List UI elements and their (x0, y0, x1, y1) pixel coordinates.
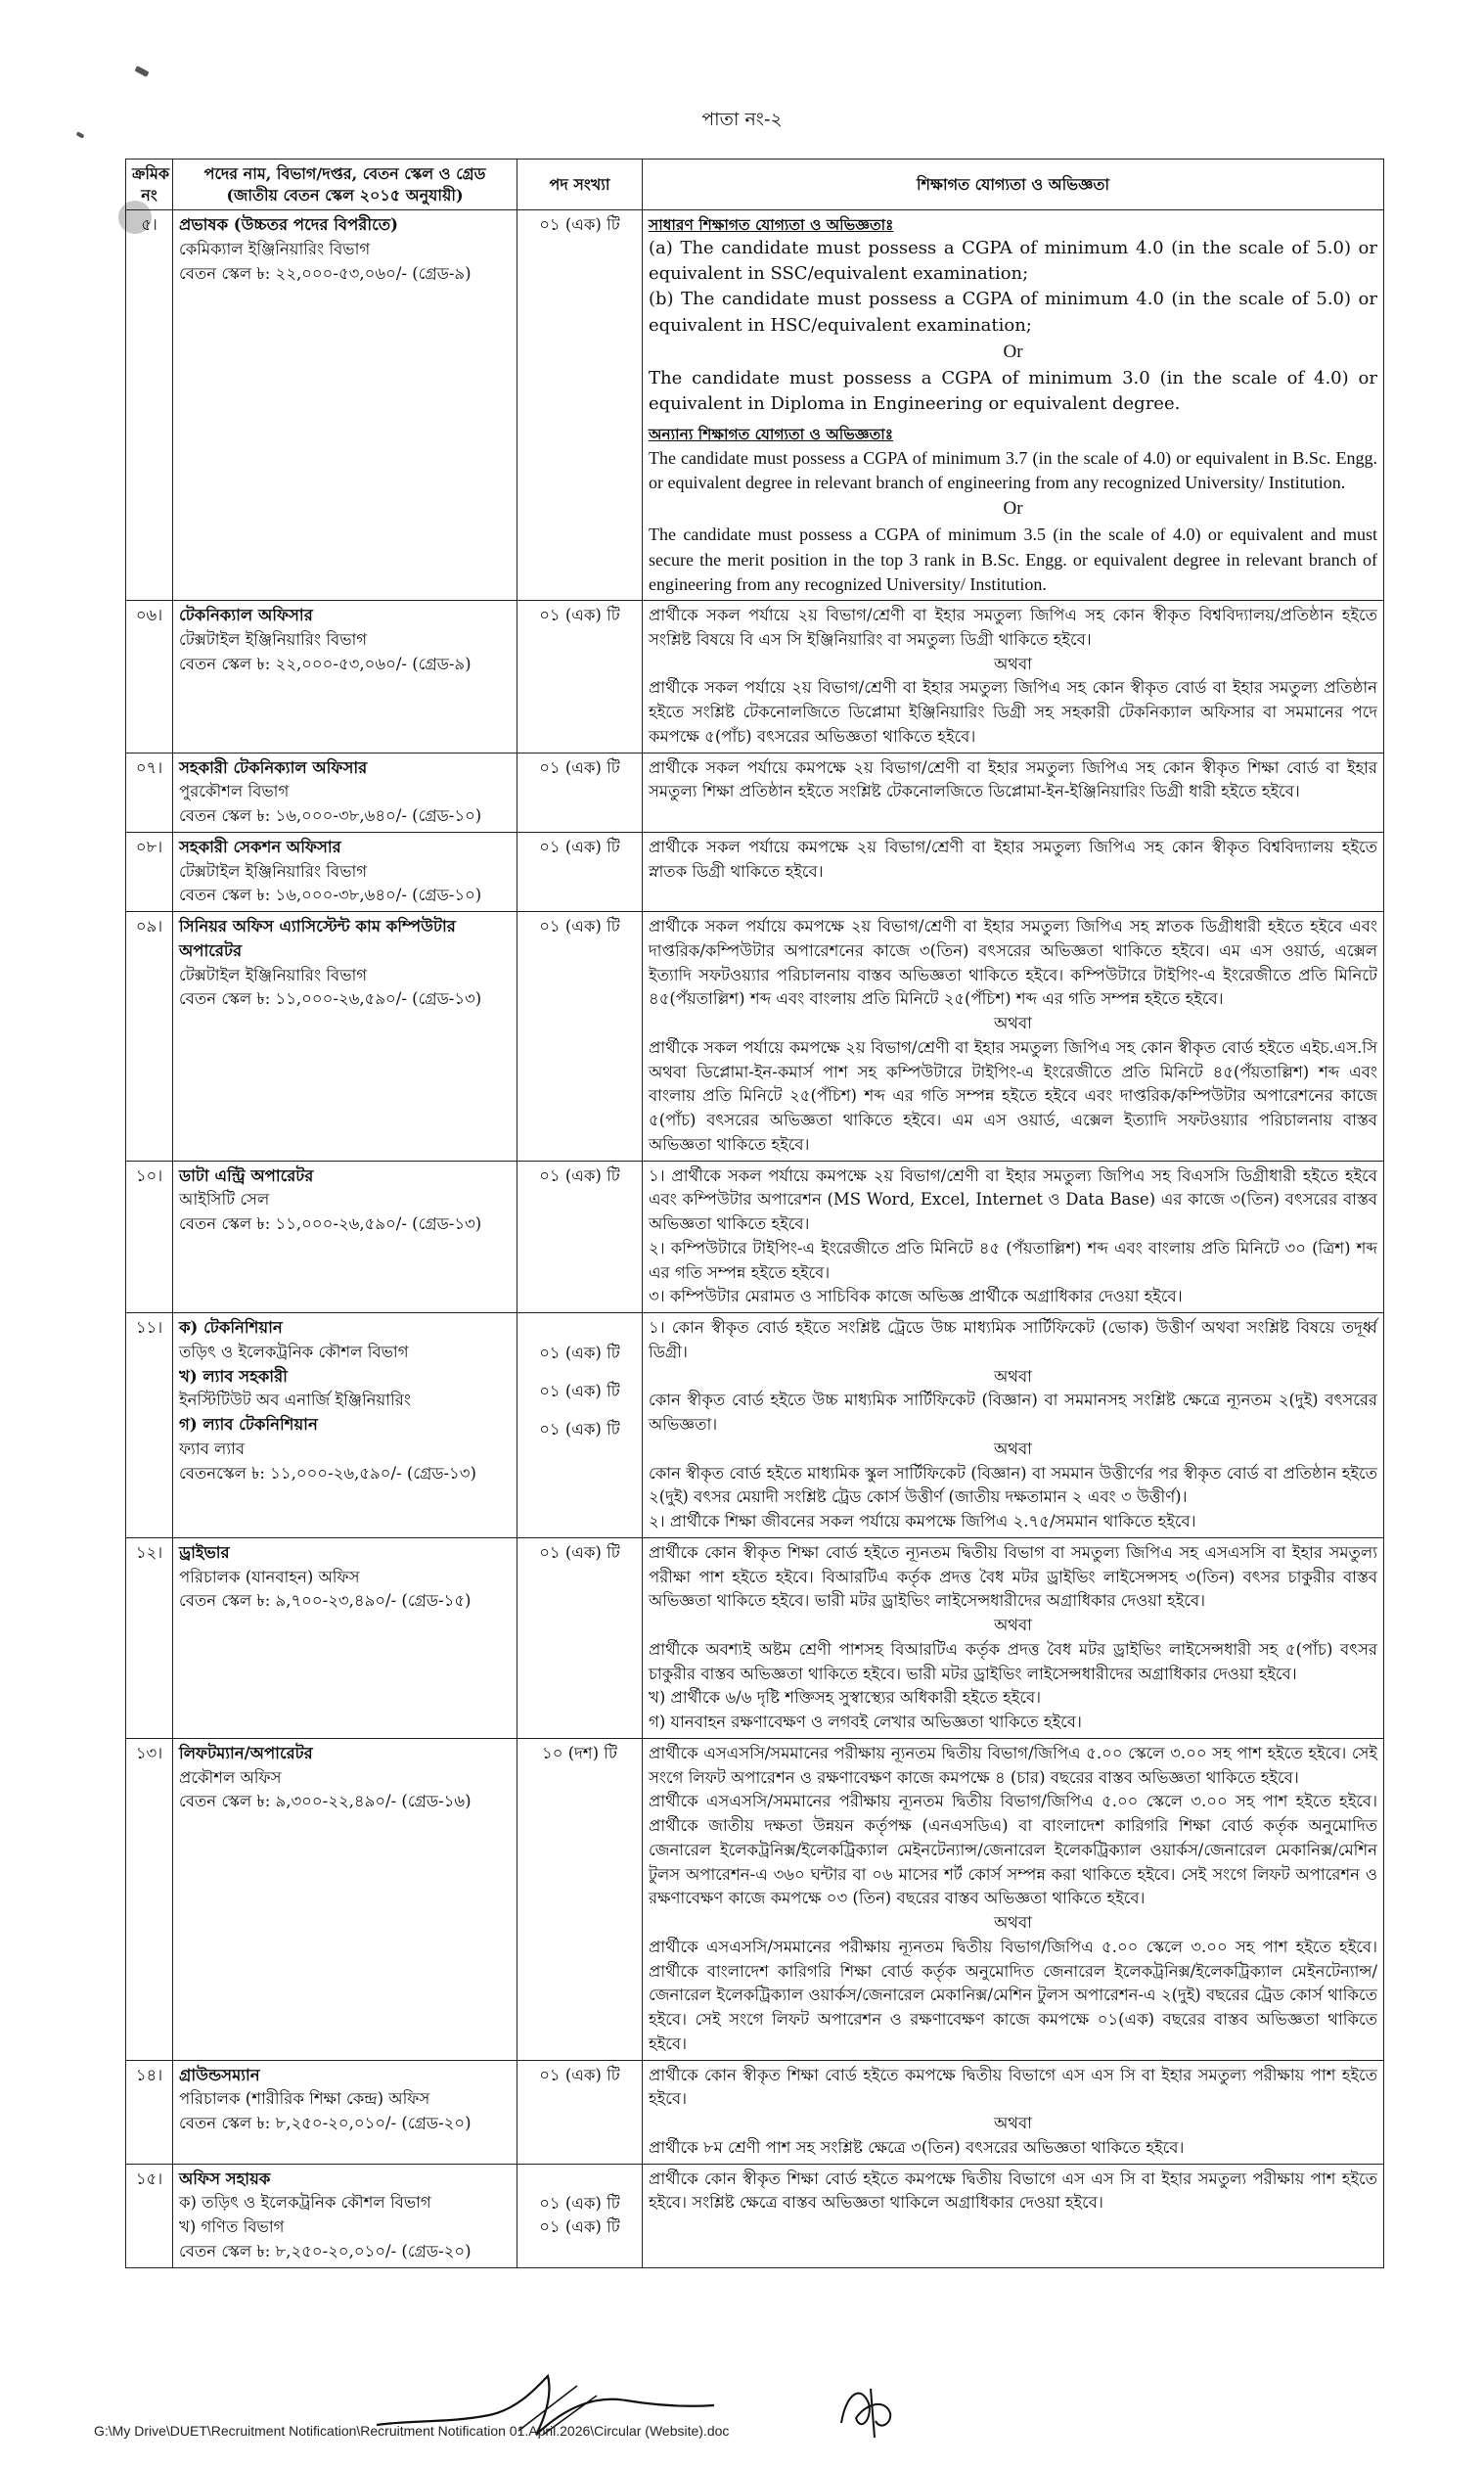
post-scale: বেতন স্কেল ৳: ২২,০০০-৫৩,০৬০/- (গ্রেড-৯) (179, 654, 472, 673)
qualification-text: The candidate must possess a CGPA of minimum 3.5 (in the scale of 4.0) or equivalent and must secure the merit position in the top 3 rank in B.Sc. Engg. or equivalent degree in relevant branch of engineering from any recognized University/ Institution. (649, 525, 1377, 594)
row-serial: ৫। (126, 210, 173, 601)
row-post (173, 832, 517, 911)
row-post (173, 1161, 517, 1313)
qualification-text: প্রার্থীকে সকল পর্যায়ে কমপক্ষে ২য় বিভাগ/শ্রেণী বা ইহার সমতুল্য জিপিএ সহ স্নাতক ডিগ্রীধারী হইতে হইবে এবং দাপ্তরিক/কম্পিউটার অপারেশনের কাজে ৩(তিন) বৎসরের অভিজ্ঞতা থাকিতে হইবে। এম এস ওয়ার্ড, এক্সেল ইত্যাদি সফটওয়্যার পরিচালনায় বাস্তব অভিজ্ঞতা থাকিতে হইবে। কম্পিউটারে টাইপিং-এ ইংরেজীতে প্রতি মিনিটে ৪৫(পঁয়তাল্লিশ) শব্দ এবং বাংলায় প্রতি মিনিটে ২৫(পঁচিশ) শব্দ এর গতি সম্পন্ন হইতে হইবে। (649, 917, 1377, 1009)
row-qualification (643, 1537, 1384, 1738)
row-post (173, 210, 517, 601)
table-row (126, 1738, 1384, 2060)
qualification-text: প্রার্থীকে কোন স্বীকৃত শিক্ষা বোর্ড হইতে ন্যূনতম দ্বিতীয় বিভাগ বা সমতুল্য জিপিএ সহ এসএসসি বা ইহার সমতুল্য পরীক্ষা পাশ হইতে হইবে। বিআরটিএ কর্তৃক প্রদত্ত বৈধ মটর ড্রাইভিং লাইসেন্সসহ ৩(তিন) বৎসর চাকুরীর বাস্তব অভিজ্ঞতা থাকিতে হইবে। ভারী মটর ড্রাইভিং লাইসেন্সধারীদের অগ্রাধিকার দেওয়া হইবে। (649, 1542, 1377, 1611)
or-separator: অথবা (994, 654, 1032, 673)
row-serial: ১২। (126, 1537, 173, 1738)
or-separator: অথবা (994, 2114, 1032, 2132)
row-post (173, 1738, 517, 2060)
qualification-text: The candidate must possess a CGPA of minimum 3.0 (in the scale of 4.0) or equivalent in Diploma in Engineering or equivalent degree. (649, 368, 1377, 415)
row-qualification (643, 2164, 1384, 2267)
header-post: পদের নাম, বিভাগ/দপ্তর, বেতন স্কেল ও গ্রেড (জাতীয় বেতন স্কেল ২০১৫ অনুযায়ী) (173, 160, 517, 210)
qualification-text: প্রার্থীকে এসএসসি/সমমানের পরীক্ষায় ন্যূনতম দ্বিতীয় বিভাগ/জিপিএ ৫.০০ স্কেলে ৩.০০ সহ পাশ হইতে হইবে। প্রার্থীকে জাতীয় দক্ষতা উন্নয়ন কর্তৃপক্ষ (এনএসডিএ) বা বাংলাদেশ কারিগরি শিক্ষা বোর্ড কর্তৃক অনুমোদিত জেনারেল ইলেকট্রনিক্স/ইলেকট্রিক্যাল মেইনটেন্যান্স/জেনারেল ইলেকট্রিক্যাল ওয়ার্কস/জেনারেল মেকানিক্স/মেশিন টুলস অপারেশন-এ ৩৬০ ঘন্টার বা ০৬ মাসের শর্ট কোর্স সম্পন্ন করা থাকিতে হইবে। সেই সংগে লিফট অপারেশন ও রক্ষণাবেক্ষণ কাজে কমপক্ষে ০৩ (তিন) বছরের বাস্তব অভিজ্ঞতা থাকিতে হইবে। (649, 1792, 1377, 1908)
table-row (126, 2060, 1384, 2164)
row-qualification (643, 1313, 1384, 1538)
qualification-text: ১। কোন স্বীকৃত বোর্ড হইতে সংশ্লিষ্ট ট্রেডে উচ্চ মাধ্যমিক সার্টিফিকেট (ভোক) উত্তীর্ণ অথবা সংশ্লিষ্ট বিষয়ে তদূর্ধ্ব ডিগ্রী। (649, 1318, 1377, 1361)
qualification-text: প্রার্থীকে সকল পর্যায়ে কমপক্ষে ২য় বিভাগ/শ্রেণী বা ইহার সমতুল্য জিপিএ সহ কোন স্বীকৃত শিক্ষা বোর্ড বা ইহার সমতুল্য শিক্ষা প্রতিষ্ঠান হইতে সংশ্লিষ্ট টেকনোলজিতে ডিপ্লোমা-ইন-ইঞ্জিনিয়ারিং ডিগ্রী ধারী হইতে হইবে। (649, 757, 1377, 801)
qualification-text: প্রার্থীকে সকল পর্যায়ে ২য় বিভাগ/শ্রেণী বা ইহার সমতুল্য জিপিএ সহ কোন স্বীকৃত বিশ্ববিদ্যালয়/প্রতিষ্ঠান হইতে সংশ্লিষ্ট বিষয়ে বি এস সি ইঞ্জিনিয়ারিং বা সমতুল্য ডিগ্রী থাকিতে হইবে। (649, 606, 1377, 649)
row-count: ০১ (এক) টি (517, 912, 643, 1162)
post-dept: প্রকৌশল অফিস (179, 1767, 282, 1787)
or-separator: Or (1003, 497, 1023, 519)
row-qualification (643, 912, 1384, 1162)
post-title: লিফটম্যান/অপারেটর (179, 1743, 313, 1762)
post-scale: বেতন স্কেল ৳: ১১,০০০-২৬,৫৯০/- (গ্রেড-১৩) (179, 989, 482, 1009)
qualification-text: ৩। কম্পিউটার মেরামত ও সাচিবিক কাজে অভিজ্ঞ প্রার্থীকে অগ্রাধিকার দেওয়া হইবে। (649, 1287, 1183, 1306)
table-row (126, 1161, 1384, 1313)
row-count (517, 2164, 643, 2267)
row-serial: ০৯। (126, 912, 173, 1162)
table-row (126, 2164, 1384, 2267)
header-serial: ক্রমিক নং (126, 160, 173, 210)
post-dept: পুরকৌশল বিভাগ (179, 782, 290, 801)
qualification-text: খ) প্রার্থীকে ৬/৬ দৃষ্টি শক্তিসহ সুস্বাস্থ্যের অধিকারী হইতে হইবে। (649, 1688, 1042, 1708)
post-title: খ) ল্যাব সহকারী (179, 1366, 288, 1386)
post-scale: বেতন স্কেল ৳: ১৬,০০০-৩৮,৬৪০/- (গ্রেড-১০) (179, 806, 482, 825)
qualification-text: প্রার্থীকে সকল পর্যায়ে কমপক্ষে ২য় বিভাগ/শ্রেণী বা ইহার সমতুল্য জিপিএ সহ কোন স্বীকৃত বিশ্ববিদ্যালয় হইতে স্নাতক ডিগ্রী থাকিতে হইবে। (649, 837, 1377, 881)
row-serial: ০৬। (126, 601, 173, 754)
post-title: গ) ল্যাব টেকনিশিয়ান (179, 1415, 318, 1434)
row-count: ০১ (এক) টি (517, 210, 643, 601)
post-scale: বেতন স্কেল ৳: ২২,০০০-৫৩,০৬০/- (গ্রেড-৯) (179, 263, 472, 283)
table-row (126, 1313, 1384, 1538)
post-title: প্রভাষক (উচ্চতর পদের বিপরীতে) (179, 215, 398, 234)
qualification-text: কোন স্বীকৃত বোর্ড হইতে মাধ্যমিক স্কুল সার্টিফিকেট (বিজ্ঞান) বা সমমান উত্তীর্ণের পর স্বীকৃত বোর্ড বা প্রতিষ্ঠান হইতে ২(দুই) বৎসর মেয়াদী সংশ্লিষ্ট ট্রেড কোর্স উত্তীর্ণ (জাতীয় দক্ষতামান ২ এবং ৩ উত্তীর্ণ)। (649, 1463, 1377, 1507)
other-qualification-heading: অন্যান্য শিক্ষাগত যোগ্যতা ও অভিজ্ঞতাঃ (649, 425, 893, 444)
qualification-text: ১। প্রার্থীকে সকল পর্যায়ে কমপক্ষে ২য় বিভাগ/শ্রেণী বা ইহার সমতুল্য জিপিএ সহ বিএসসি ডিগ্রীধারী হইতে হইবে এবং কম্পিউটার অপারেশন (MS Word, Excel, Internet ও Data Base) এর কাজে ৩(তিন) বৎসরের বাস্তব অভিজ্ঞতা থাকিতে হইবে। (649, 1165, 1377, 1233)
qualification-text: প্রার্থীকে সকল পর্যায়ে ২য় বিভাগ/শ্রেণী বা ইহার সমতুল্য জিপিএ সহ কোন স্বীকৃত বোর্ড বা ইহার সমতুল্য প্রতিষ্ঠান হইতে সংশ্লিষ্ট টেকনোলজিতে ডিপ্লোমা ইঞ্জিনিয়ারিং ডিগ্রী সহ সহকারী টেকনিক্যাল অফিসার বা সমমানের পদে কমপক্ষে ৫(পাঁচ) বৎসরের অভিজ্ঞতা থাকিতে হইবে। (649, 678, 1377, 746)
qualification-text: ২। প্রার্থীকে শিক্ষা জীবনের সকল পর্যায়ে কমপক্ষে জিপিএ ২.৭৫/সমমান থাকিতে হইবে। (649, 1512, 1196, 1530)
post-dept: ক) তড়িৎ ও ইলেকট্রনিক কৌশল বিভাগ (179, 2193, 431, 2213)
row-serial: ১১। (126, 1313, 173, 1538)
table-row (126, 753, 1384, 832)
row-qualification (643, 1161, 1384, 1313)
row-serial: ০৮। (126, 832, 173, 911)
qualification-text: The candidate must possess a CGPA of minimum 3.7 (in the scale of 4.0) or equivalent in B.Sc. Engg. or equivalent degree in relevant branch of engineering from any recognized University/ Institution. (649, 447, 1377, 492)
post-dept: পরিচালক (যানবাহন) অফিস (179, 1567, 360, 1586)
row-count: ০১ (এক) টি (517, 601, 643, 754)
row-serial: ১০। (126, 1161, 173, 1313)
qualification-text: ২। কম্পিউটারে টাইপিং-এ ইংরেজীতে প্রতি মিনিটে ৪৫ (পঁয়তাল্লিশ) শব্দ এবং বাংলায় প্রতি মিনিটে ৩০ (ত্রিশ) শব্দ এর গতি সম্পন্ন হইতে হইবে। (649, 1238, 1377, 1282)
scan-mark (134, 66, 149, 77)
row-qualification (643, 210, 1384, 601)
post-title: ডাটা এন্ট্রি অপারেটর (179, 1165, 314, 1185)
post-scale: বেতন স্কেল ৳: ৯,৩০০-২২,৪৯০/- (গ্রেড-১৬) (179, 1792, 472, 1811)
row-serial: ১৪। (126, 2060, 173, 2164)
row-count: ০১ (এক) টি (517, 832, 643, 911)
table-row (126, 912, 1384, 1162)
count-value: ০১ (এক) টি (539, 2217, 620, 2237)
or-separator: অথবা (994, 1438, 1032, 1458)
qualification-text: প্রার্থীকে কোন স্বীকৃত শিক্ষা বোর্ড হইতে কমপক্ষে দ্বিতীয় বিভাগে এস এস সি বা ইহার সমতুল্য পরীক্ষায় পাশ হইতে হইবে। (649, 2065, 1377, 2109)
qualification-text: (b) The candidate must possess a CGPA of minimum 4.0 (in the scale of 5.0) or equivalent in HSC/equivalent examination; (649, 289, 1377, 336)
row-serial: ১৫। (126, 2164, 173, 2267)
qualification-text: প্রার্থীকে ৮ম শ্রেণী পাশ সহ সংশ্লিষ্ট ক্ষেত্রে ৩(তিন) বৎসরের অভিজ্ঞতা থাকিতে হইবে। (649, 2137, 1185, 2157)
row-post (173, 601, 517, 754)
signature-mark (832, 2374, 910, 2443)
count-value: ০১ (এক) টি (539, 1381, 620, 1400)
row-serial: ১৩। (126, 1738, 173, 2060)
row-post (173, 912, 517, 1162)
or-separator: অথবা (994, 1616, 1032, 1634)
page-number: পাতা নং-২ (701, 109, 783, 130)
post-scale: বেতন স্কেল ৳: ৯,৭০০-২৩,৪৯০/- (গ্রেড-১৫) (179, 1591, 472, 1611)
row-count: ০১ (এক) টি (517, 753, 643, 832)
row-post (173, 2164, 517, 2267)
row-post (173, 1313, 517, 1538)
qualification-text: কোন স্বীকৃত বোর্ড হইতে উচ্চ মাধ্যমিক সার্টিফিকেট (বিজ্ঞান) বা সমমানসহ সংশ্লিষ্ট ক্ষেত্রে ন্যূনতম ২(দুই) বৎসরের অভিজ্ঞতা। (649, 1391, 1377, 1434)
post-scale: বেতন স্কেল ৳: ৮,২৫০-২০,০১০/- (গ্রেড-২০) (179, 2114, 472, 2132)
row-count: ১০ (দশ) টি (517, 1738, 643, 2060)
post-scale: বেতন স্কেল ৳: ৮,২৫০-২০,০১০/- (গ্রেড-২০) (179, 2241, 472, 2260)
table-row (126, 210, 1384, 601)
post-dept: কেমিক্যাল ইঞ্জিনিয়ারিং বিভাগ (179, 239, 371, 258)
row-count: ০১ (এক) টি (517, 1161, 643, 1313)
post-dept: ইনস্টিটিউট অব এনার্জি ইঞ্জিনিয়ারিং (179, 1391, 411, 1410)
row-qualification (643, 1738, 1384, 2060)
or-separator: অথবা (994, 1366, 1032, 1386)
post-title: অফিস সহায়ক (179, 2169, 271, 2188)
post-title: গ্রাউন্ডসম্যান (179, 2065, 260, 2084)
post-dept: তড়িৎ ও ইলেকট্রনিক কৌশল বিভাগ (179, 1342, 409, 1361)
footer-file-path: G:\My Drive\DUET\Recruitment Notification\Recruitment Notification 01.April.2026\Circular (Website).doc (94, 2423, 730, 2439)
row-count: ০১ (এক) টি (517, 1537, 643, 1738)
post-title: সহকারী টেকনিক্যাল অফিসার (179, 757, 368, 777)
post-dept: টেক্সটাইল ইঞ্জিনিয়ারিং বিভাগ (179, 861, 368, 881)
post-dept: পরিচালক (শারীরিক শিক্ষা কেন্দ্র) অফিস (179, 2089, 430, 2109)
row-count (517, 1313, 643, 1538)
qualification-text: প্রার্থীকে এসএসসি/সমমানের পরীক্ষায় ন্যূনতম দ্বিতীয় বিভাগ/জিপিএ ৫.০০ স্কেলে ৩.০০ সহ পাশ হইতে হইবে। সেই সংগে লিফট অপারেশন ও রক্ষণাবেক্ষণ কাজে কমপক্ষে ৪ (চার) বছরের বাস্তব অভিজ্ঞতা থাকিতে হইবে। (649, 1743, 1377, 1787)
post-title: সহকারী সেকশন অফিসার (179, 837, 341, 856)
post-title: ড্রাইভার (179, 1542, 230, 1562)
count-value: ০১ (এক) টি (539, 2193, 620, 2213)
row-qualification (643, 2060, 1384, 2164)
post-scale: বেতনস্কেল ৳: ১১,০০০-২৬,৫৯০/- (গ্রেড-১৩) (179, 1463, 476, 1483)
post-title: ক) টেকনিশিয়ান (179, 1318, 283, 1337)
qualification-text: গ) যানবাহন রক্ষণাবেক্ষণ ও লগবই লেখার অভিজ্ঞতা থাকিতে হইবে। (649, 1712, 1082, 1731)
qualification-text: প্রার্থীকে এসএসসি/সমমানের পরীক্ষায় ন্যূনতম দ্বিতীয় বিভাগ/জিপিএ ৫.০০ স্কেলে ৩.০০ সহ পাশ হইতে হইবে। প্রার্থীকে বাংলাদেশ কারিগরি শিক্ষা বোর্ড কর্তৃক অনুমোদিত জেনারেল ইলেকট্রনিক্স/ইলেকট্রিক্যাল মেইনটেন্যান্স/জেনারেল ইলেকট্রিক্যাল ওয়ার্কস/জেনারেল মেকানিক্স/মেশিন টুলস অপারেশন-এ ২(দুই) বছরের ট্রেড কোর্স থাকিতে হইবে। সেই সংগে লিফট অপারেশন ও রক্ষণাবেক্ষণ কাজে কমপক্ষে ০১(এক) বছরের বাস্তব অভিজ্ঞতা থাকিতে হইবে। (649, 1937, 1377, 2053)
or-separator: অথবা (994, 1913, 1032, 1932)
header-qualification: শিক্ষাগত যোগ্যতা ও অভিজ্ঞতা (643, 160, 1384, 210)
table-row (126, 832, 1384, 911)
table-row (126, 601, 1384, 754)
qualification-text: (a) The candidate must possess a CGPA of minimum 4.0 (in the scale of 5.0) or equivalent in SSC/equivalent examination; (649, 238, 1377, 285)
count-value: ০১ (এক) টি (539, 1419, 620, 1438)
post-dept: ফ্যাব ল্যাব (179, 1438, 246, 1458)
row-count: ০১ (এক) টি (517, 2060, 643, 2164)
qualification-text: প্রার্থীকে কোন স্বীকৃত শিক্ষা বোর্ড হইতে কমপক্ষে দ্বিতীয় বিভাগে এস এস সি বা ইহার সমতুল্য পরীক্ষায় পাশ হইতে হইবে। সংশ্লিষ্ট ক্ষেত্রে বাস্তব অভিজ্ঞতা থাকিলে অগ্রাধিকার দেওয়া হইবে। (649, 2169, 1377, 2213)
post-dept: টেক্সটাইল ইঞ্জিনিয়ারিং বিভাগ (179, 965, 368, 984)
or-separator: অথবা (994, 1014, 1032, 1032)
post-title: টেকনিক্যাল অফিসার (179, 606, 313, 624)
qualification-text: প্রার্থীকে সকল পর্যায়ে কমপক্ষে ২য় বিভাগ/শ্রেণী বা ইহার সমতুল্য জিপিএ সহ কোন স্বীকৃত বোর্ড হইতে এইচ.এস.সি অথবা ডিপ্লোমা-ইন-কমার্স পাশ সহ কম্পিউটারে টাইপিং-এ ইংরেজীতে প্রতি মিনিটে ৪৫(পঁয়তাল্লিশ) শব্দ এবং বাংলায় প্রতি মিনিটে ২৫(পঁচিশ) শব্দ এর গতি সম্পন্ন হইতে হইবে এবং দাপ্তরিক/কম্পিউটার অপারেশনের কাজে ৫(পাঁচ) বৎসরের অভিজ্ঞতা থাকিতে হইবে। এম এস ওয়ার্ড, এক্সেল ইত্যাদি সফটওয়্যার পরিচালনায় বাস্তব অভিজ্ঞতা থাকিতে হইবে। (649, 1037, 1377, 1154)
row-post (173, 1537, 517, 1738)
post-title: সিনিয়র অফিস এ্যাসিস্টেন্ট কাম কম্পিউটার অপারেটর (179, 917, 456, 960)
general-qualification-heading: সাধারণ শিক্ষাগত যোগ্যতা ও অভিজ্ঞতাঃ (649, 215, 894, 234)
or-separator: Or (1003, 341, 1023, 362)
post-dept: টেক্সটাইল ইঞ্জিনিয়ারিং বিভাগ (179, 629, 368, 649)
row-serial: ০৭। (126, 753, 173, 832)
row-post (173, 753, 517, 832)
post-dept: আইসিটি সেল (179, 1190, 270, 1210)
count-value: ০১ (এক) টি (539, 1344, 620, 1362)
header-count: পদ সংখ্যা (517, 160, 643, 210)
table-row (126, 1537, 1384, 1738)
table-header-row (126, 160, 1384, 210)
row-qualification (643, 832, 1384, 911)
row-post (173, 2060, 517, 2164)
post-scale: বেতন স্কেল ৳: ১৬,০০০-৩৮,৬৪০/- (গ্রেড-১০) (179, 886, 482, 905)
row-qualification (643, 601, 1384, 754)
recruitment-table (125, 159, 1384, 2268)
row-qualification (643, 753, 1384, 832)
qualification-text: প্রার্থীকে অবশ্যই অষ্টম শ্রেণী পাশসহ বিআরটিএ কর্তৃক প্রদত্ত বৈধ মটর ড্রাইভিং লাইসেন্সধারী সহ ৫(পাঁচ) বৎসর চাকুরীর বাস্তব অভিজ্ঞতা থাকিতে হইবে। ভারী মটর ড্রাইভিং লাইসেন্সধারীদের অগ্রাধিকার দেওয়া হইবে। (649, 1639, 1377, 1683)
post-dept: খ) গণিত বিভাগ (179, 2217, 285, 2236)
post-scale: বেতন স্কেল ৳: ১১,০০০-২৬,৫৯০/- (গ্রেড-১৩) (179, 1214, 482, 1233)
